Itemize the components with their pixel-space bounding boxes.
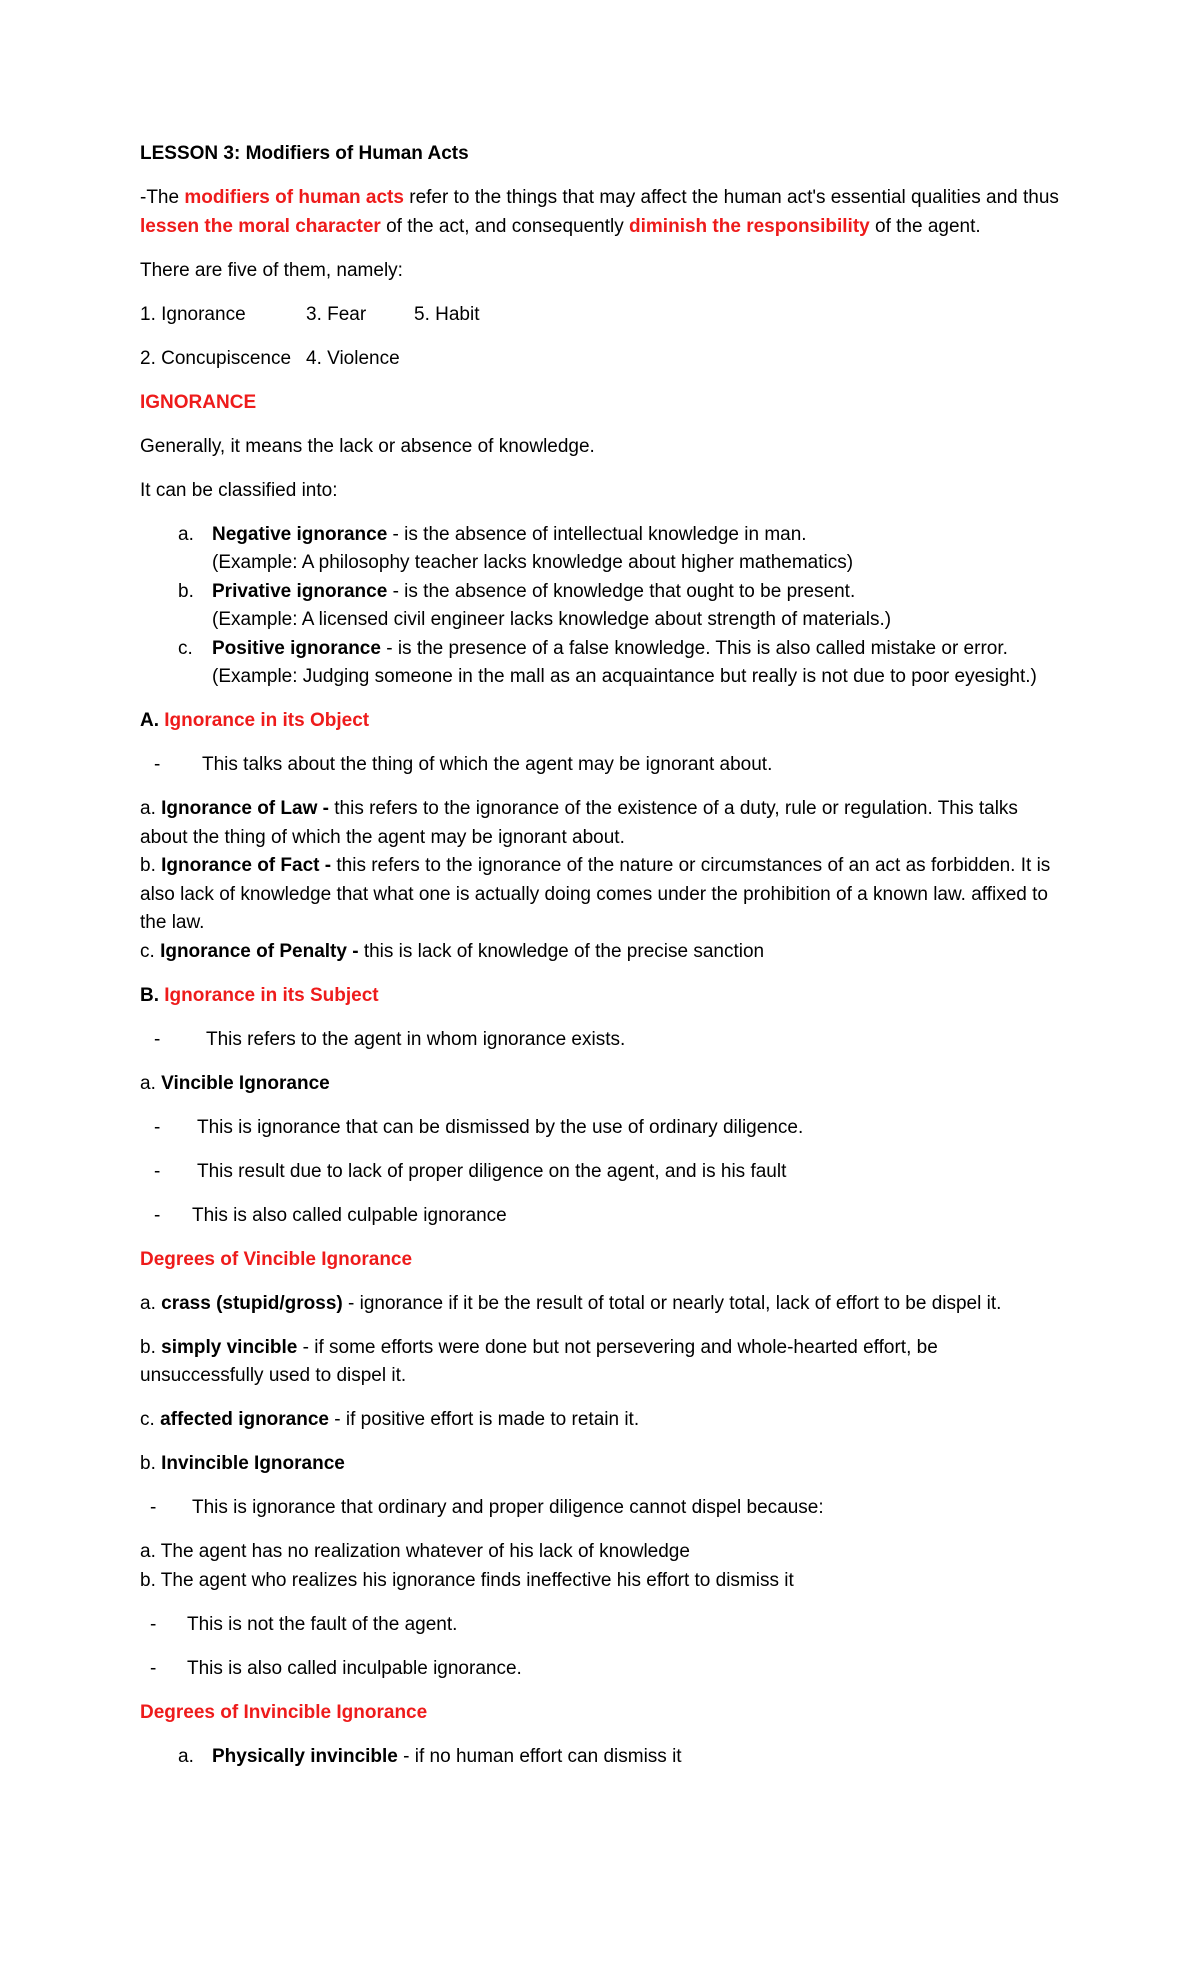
dash-bullet: - [154,1160,161,1182]
section-title: Invincible Ignorance [161,1453,345,1474]
class-example: (Example: A philosophy teacher lacks knowledge about higher mathematics) [212,552,854,573]
class-term: Positive ignorance [212,637,381,659]
item-text: this refers to the ignorance of the nature or circumstances of an act as forbidden. It is also lack of knowledge that what one is actually doing comes under the prohibition of a known law. affixed to the law. [140,855,1051,933]
class-example: (Example: Judging someone in the mall as an acquaintance but really is not due to poor eyesight.) [212,666,1037,687]
list-item [140,635,1060,692]
item-text: - if no human effort can dismiss it [397,1745,682,1767]
section-title: Ignorance in its Subject [164,984,379,1006]
dash-text: This is ignorance that can be dismissed by the use of ordinary diligence. [197,1116,804,1138]
intro-paragraph [140,184,1060,241]
section-prefix: b. [140,1453,162,1474]
intro-highlight: lessen the moral character [140,215,381,237]
ignorance-classes-list [140,521,1060,692]
dash-bullet: - [150,1497,157,1518]
dash-text: This talks about the thing of which the agent may be ignorant about. [202,754,773,775]
item-text: - ignorance if it be the result of total or nearly total, lack of effort to be dispel it. [342,1292,1002,1314]
section-title: Vincible Ignorance [161,1072,330,1094]
item-term: simply vincible [161,1336,298,1358]
intro-highlight: modifiers of human acts [184,187,404,208]
intro-text: of the act, and consequently [380,215,630,237]
dash-text: This is also called inculpable ignorance. [187,1657,522,1679]
item-prefix: b. [140,1336,162,1358]
dash-item [140,1611,1060,1640]
class-term: Privative ignorance [212,580,388,602]
dash-item [140,1494,1060,1523]
intro-text: refer to the things that may affect the human act's essential qualities and thus [403,187,1059,208]
dash-item [140,1202,1060,1231]
item-prefix: a. [140,1292,162,1314]
intro-text: of the agent. [869,215,981,237]
list-label: c. [178,637,193,659]
ignorance-heading: IGNORANCE [140,391,257,413]
item-term: crass (stupid/gross) [161,1292,343,1314]
dash-text: This is not the fault of the agent. [187,1613,458,1635]
dash-item [140,1026,1060,1055]
modifiers-row-1 [140,301,1060,330]
object-types [140,795,1060,966]
invincible-heading [140,1450,1060,1479]
modifier-item: 4. Violence [306,347,400,369]
object-type-item [140,795,1060,852]
modifier-item: 5. Habit [414,303,480,325]
class-term: Negative ignorance [212,523,388,545]
item-text: this is lack of knowledge of the precise sanction [358,940,765,962]
list-label: b. [178,580,194,602]
dash-text: This refers to the agent in whom ignorance exists. [206,1028,626,1050]
item-text: this refers to the ignorance of the existence of a duty, rule or regulation. This talks about the thing of which the agent may be ignorant about. [140,798,1018,848]
item-prefix: b. [140,855,162,876]
dash-bullet: - [154,1204,161,1226]
class-desc: - is the absence of intellectual knowledge in man. [387,523,807,545]
document-page [140,140,1060,1787]
section-title: Ignorance in its Object [164,710,370,731]
dash-item [140,1114,1060,1143]
list-item [140,1743,1060,1772]
section-a-heading [140,707,1060,736]
dash-bullet: - [154,1116,161,1138]
classified-intro: It can be classified into: [140,479,338,501]
ignorance-definition: Generally, it means the lack or absence of knowledge. [140,435,595,457]
dash-text: This is also called culpable ignorance [192,1204,507,1226]
item-term: affected ignorance [160,1409,329,1430]
item-term: Ignorance of Penalty - [160,940,359,962]
vincible-heading [140,1070,1060,1099]
class-desc: - is the absence of knowledge that ought to be present. [387,580,856,602]
item-text: - if some efforts were done but not persevering and whole-hearted effort, be unsuccessfully used to dispel it. [140,1336,938,1386]
item-prefix: a. [140,798,162,819]
dash-bullet: - [150,1613,157,1635]
item-term: Ignorance of Law - [161,798,329,819]
modifier-item: 2. Concupiscence [140,347,292,369]
dash-bullet: - [154,1028,161,1050]
invincible-degrees-list [140,1743,1060,1772]
section-b-heading [140,982,1060,1011]
section-prefix: a. [140,1072,162,1094]
reason-item: b. The agent who realizes his ignorance finds ineffective his effort to dismiss it [140,1569,794,1591]
class-example: (Example: A licensed civil engineer lacks knowledge about strength of materials.) [212,609,892,630]
five-intro: There are five of them, namely: [140,259,403,281]
item-term: Physically invincible [212,1745,398,1767]
class-desc: - is the presence of a false knowledge. This is also called mistake or error. [380,637,1008,659]
vincible-degree-item [140,1406,1060,1435]
dash-text: This result due to lack of proper diligence on the agent, and is his fault [197,1160,787,1182]
object-type-item [140,852,1060,938]
intro-text: -The [140,187,185,208]
reason-item: a. The agent has no realization whatever of his lack of knowledge [140,1541,690,1562]
dash-bullet: - [150,1657,157,1679]
list-item [140,521,1060,578]
dash-item [140,1655,1060,1684]
modifier-item: 1. Ignorance [140,303,246,325]
modifier-item: 3. Fear [306,303,367,325]
vincible-degree-item [140,1334,1060,1391]
dash-item [140,751,1060,780]
invincible-degrees-heading: Degrees of Invincible Ignorance [140,1701,428,1723]
section-prefix: B. [140,984,165,1006]
list-label: a. [178,523,194,545]
modifiers-row-2 [140,345,1060,374]
item-text: - if positive effort is made to retain it. [329,1409,640,1430]
item-prefix: c. [140,1409,161,1430]
vincible-degree-item [140,1290,1060,1319]
lesson-title: LESSON 3: Modifiers of Human Acts [140,143,469,164]
intro-highlight: diminish the responsibility [629,215,870,237]
object-type-item [140,938,1060,967]
list-item [140,578,1060,635]
vincible-degrees-heading: Degrees of Vincible Ignorance [140,1248,413,1270]
item-prefix: c. [140,940,161,962]
list-label: a. [178,1745,194,1767]
dash-bullet: - [154,754,161,775]
item-term: Ignorance of Fact - [161,855,332,876]
section-prefix: A. [140,710,165,731]
invincible-reasons [140,1538,1060,1595]
dash-item [140,1158,1060,1187]
dash-text: This is ignorance that ordinary and proper diligence cannot dispel because: [192,1497,824,1518]
